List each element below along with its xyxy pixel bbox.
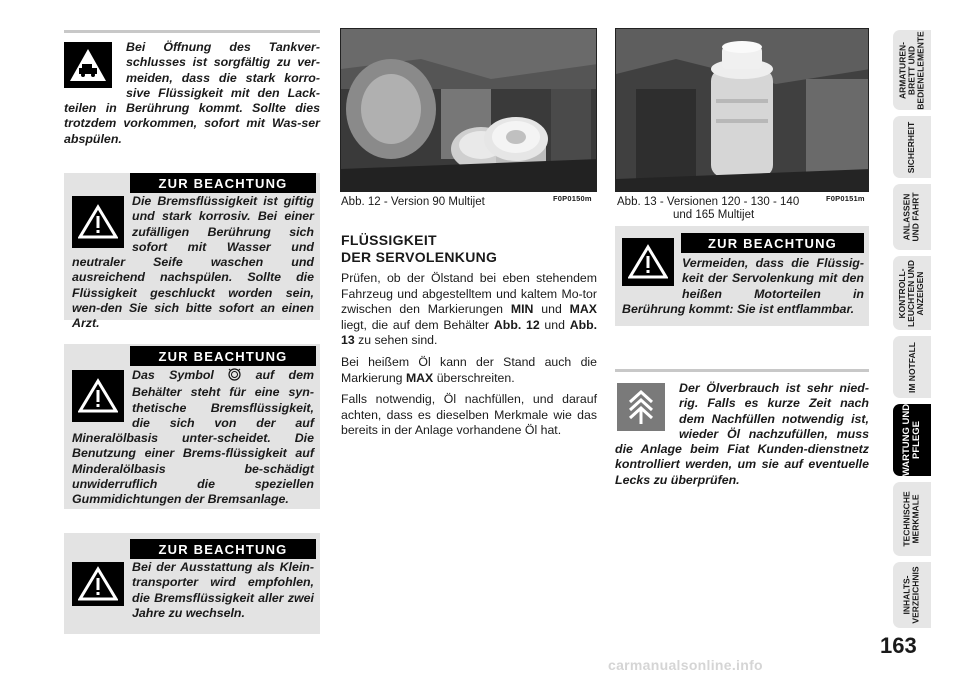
attention-header: ZUR BEACHTUNG [130, 173, 316, 193]
figure-13-caption: Abb. 13 - Versionen 120 - 130 - 140 und 165 Multijet [617, 196, 800, 221]
figure-13-image [615, 28, 869, 192]
chapter-tab[interactable] [893, 336, 931, 398]
symbol-warning-note [72, 368, 314, 508]
figure-12-caption: Abb. 12 - Version 90 Multijet [341, 196, 485, 208]
paragraph-1: Prüfen, ob der Ölstand bei eben stehendem Fahrzeug und abgestelltem und kaltem Mo-tor zwischen den Markierungen MIN und MAX liegt, die auf dem Behälter Abb. 12 und Abb. 13 zu sehen sind. [341, 271, 598, 348]
figure-13-code: F0P0151m [826, 194, 865, 203]
chapter-tab-label: ANLASSEN UND FAHRT [902, 192, 922, 242]
paragraph-2: Bei heißem Öl kann der Stand auch die Markierung MAX überschreiten. [341, 354, 597, 385]
chapter-tab[interactable] [893, 116, 931, 178]
chapter-tab-label: IM NOTFALL [906, 341, 917, 393]
tank-warning-note [64, 40, 320, 147]
tank-warning-text: Bei Öffnung des Tankver-schlusses ist sorgfältig zu ver-meiden, dass die stark korro-sive Flüssigkeit mit den Lack-teilen in Berührung kommt. Sollte dies trotzdem vorkommen, sofort mit Was-ser abspülen. [64, 40, 320, 146]
poison-warning-note [72, 194, 314, 332]
chapter-tab-label: KONTROLL- LEUCHTEN UND ANZEIGEN [897, 259, 926, 327]
figure-13-ref: Abb. 13 [341, 317, 598, 348]
warning-triangle-icon [72, 196, 124, 248]
poison-warning-text: Die Bremsflüssigkeit ist giftig und stark korrosiv. Bei einer zufälligen Berührung sich sofort mit Wasser und neutraler Seife waschen und ausreichend nachspülen. Sollte die Flüssigkeit geschluckt worden sein, wen-den Sie sich bitte sofort an einen Arzt. [72, 194, 314, 331]
attention-header: ZUR BEACHTUNG [130, 346, 316, 366]
environment-tree-icon [617, 383, 665, 431]
flammable-warning-note [622, 236, 864, 317]
section-title: FLÜSSIGKEIT DER SERVOLENKUNG [341, 232, 498, 265]
paragraph-3: Falls notwendig, Öl nachfüllen, und darauf achten, dass es dieselben Merkmale wie das bereits in der Anlage vorhandene Öl hat. [341, 392, 597, 438]
chapter-tab-label: TECHNISCHE MERKMALE [902, 491, 922, 547]
figure-12-image [340, 28, 597, 192]
chapter-tab[interactable] [893, 562, 931, 628]
watermark: carmanualsonline.info [608, 657, 763, 673]
warning-triangle-icon [72, 370, 124, 422]
chapter-tab-label: WARTUNG UND PFLEGE [901, 404, 922, 476]
chapter-tab-label: ARMATUREN- BRETT UND BEDIENELEMENTE [897, 30, 926, 110]
oil-consumption-note [615, 381, 869, 488]
chapter-tab[interactable] [893, 404, 931, 476]
warning-triangle-icon [72, 562, 124, 606]
attention-header: ZUR BEACHTUNG [130, 539, 316, 559]
attention-header: ZUR BEACHTUNG [681, 233, 864, 253]
chapter-tab[interactable] [893, 30, 931, 110]
flammable-warning-text: Vermeiden, dass die Flüssig-keit der Servolenkung mit den heißen Motorteilen in Berührung kommt: Sie ist entflammbar. [622, 256, 864, 316]
chapter-tab[interactable] [893, 482, 931, 556]
chapter-tab[interactable] [893, 256, 931, 330]
change-warning-text: Bei der Ausstattung als Klein-transporter wird empfohlen, die Bremsflüssigkeit aller zwei Jahre zu wechseln. [132, 560, 314, 620]
figure-12-ref: Abb. 12 [493, 317, 540, 332]
chapter-tab-label: INHALTS- VERZEICHNIS [902, 566, 921, 624]
page-number: 163 [880, 633, 917, 658]
chapter-tab-label: SICHERHEIT [906, 121, 917, 173]
oil-consumption-text: Der Ölverbrauch ist sehr nied-rig. Falls es kurze Zeit nach dem Nachfüllen notwendig ist, wieder Öl nachzufüllen, muss die Anlage beim Fiat Kunden-dienstnetz kontrolliert werden, um sie auf eventuelle Lecks zu überprüfen. [615, 381, 869, 487]
section-body [341, 271, 597, 445]
brake-fluid-symbol-icon [228, 368, 241, 385]
change-warning-note [72, 560, 314, 621]
car-warning-icon [64, 42, 112, 88]
figure-12-code: F0P0150m [553, 194, 592, 203]
symbol-warning-text: Das Symbol auf dem Behälter steht für eine syn-thetische Bremsflüssigkeit, die sich von der auf Mineralölbasis unter-scheidet. Die Benutzung einer Brems-flüssigkeit auf Minderalölbasis be-schädigt unwiderruflich die speziellen Gummidichtungen der Bremsanlage. [72, 368, 314, 507]
chapter-tab[interactable] [893, 184, 931, 250]
warning-triangle-icon [622, 238, 674, 286]
